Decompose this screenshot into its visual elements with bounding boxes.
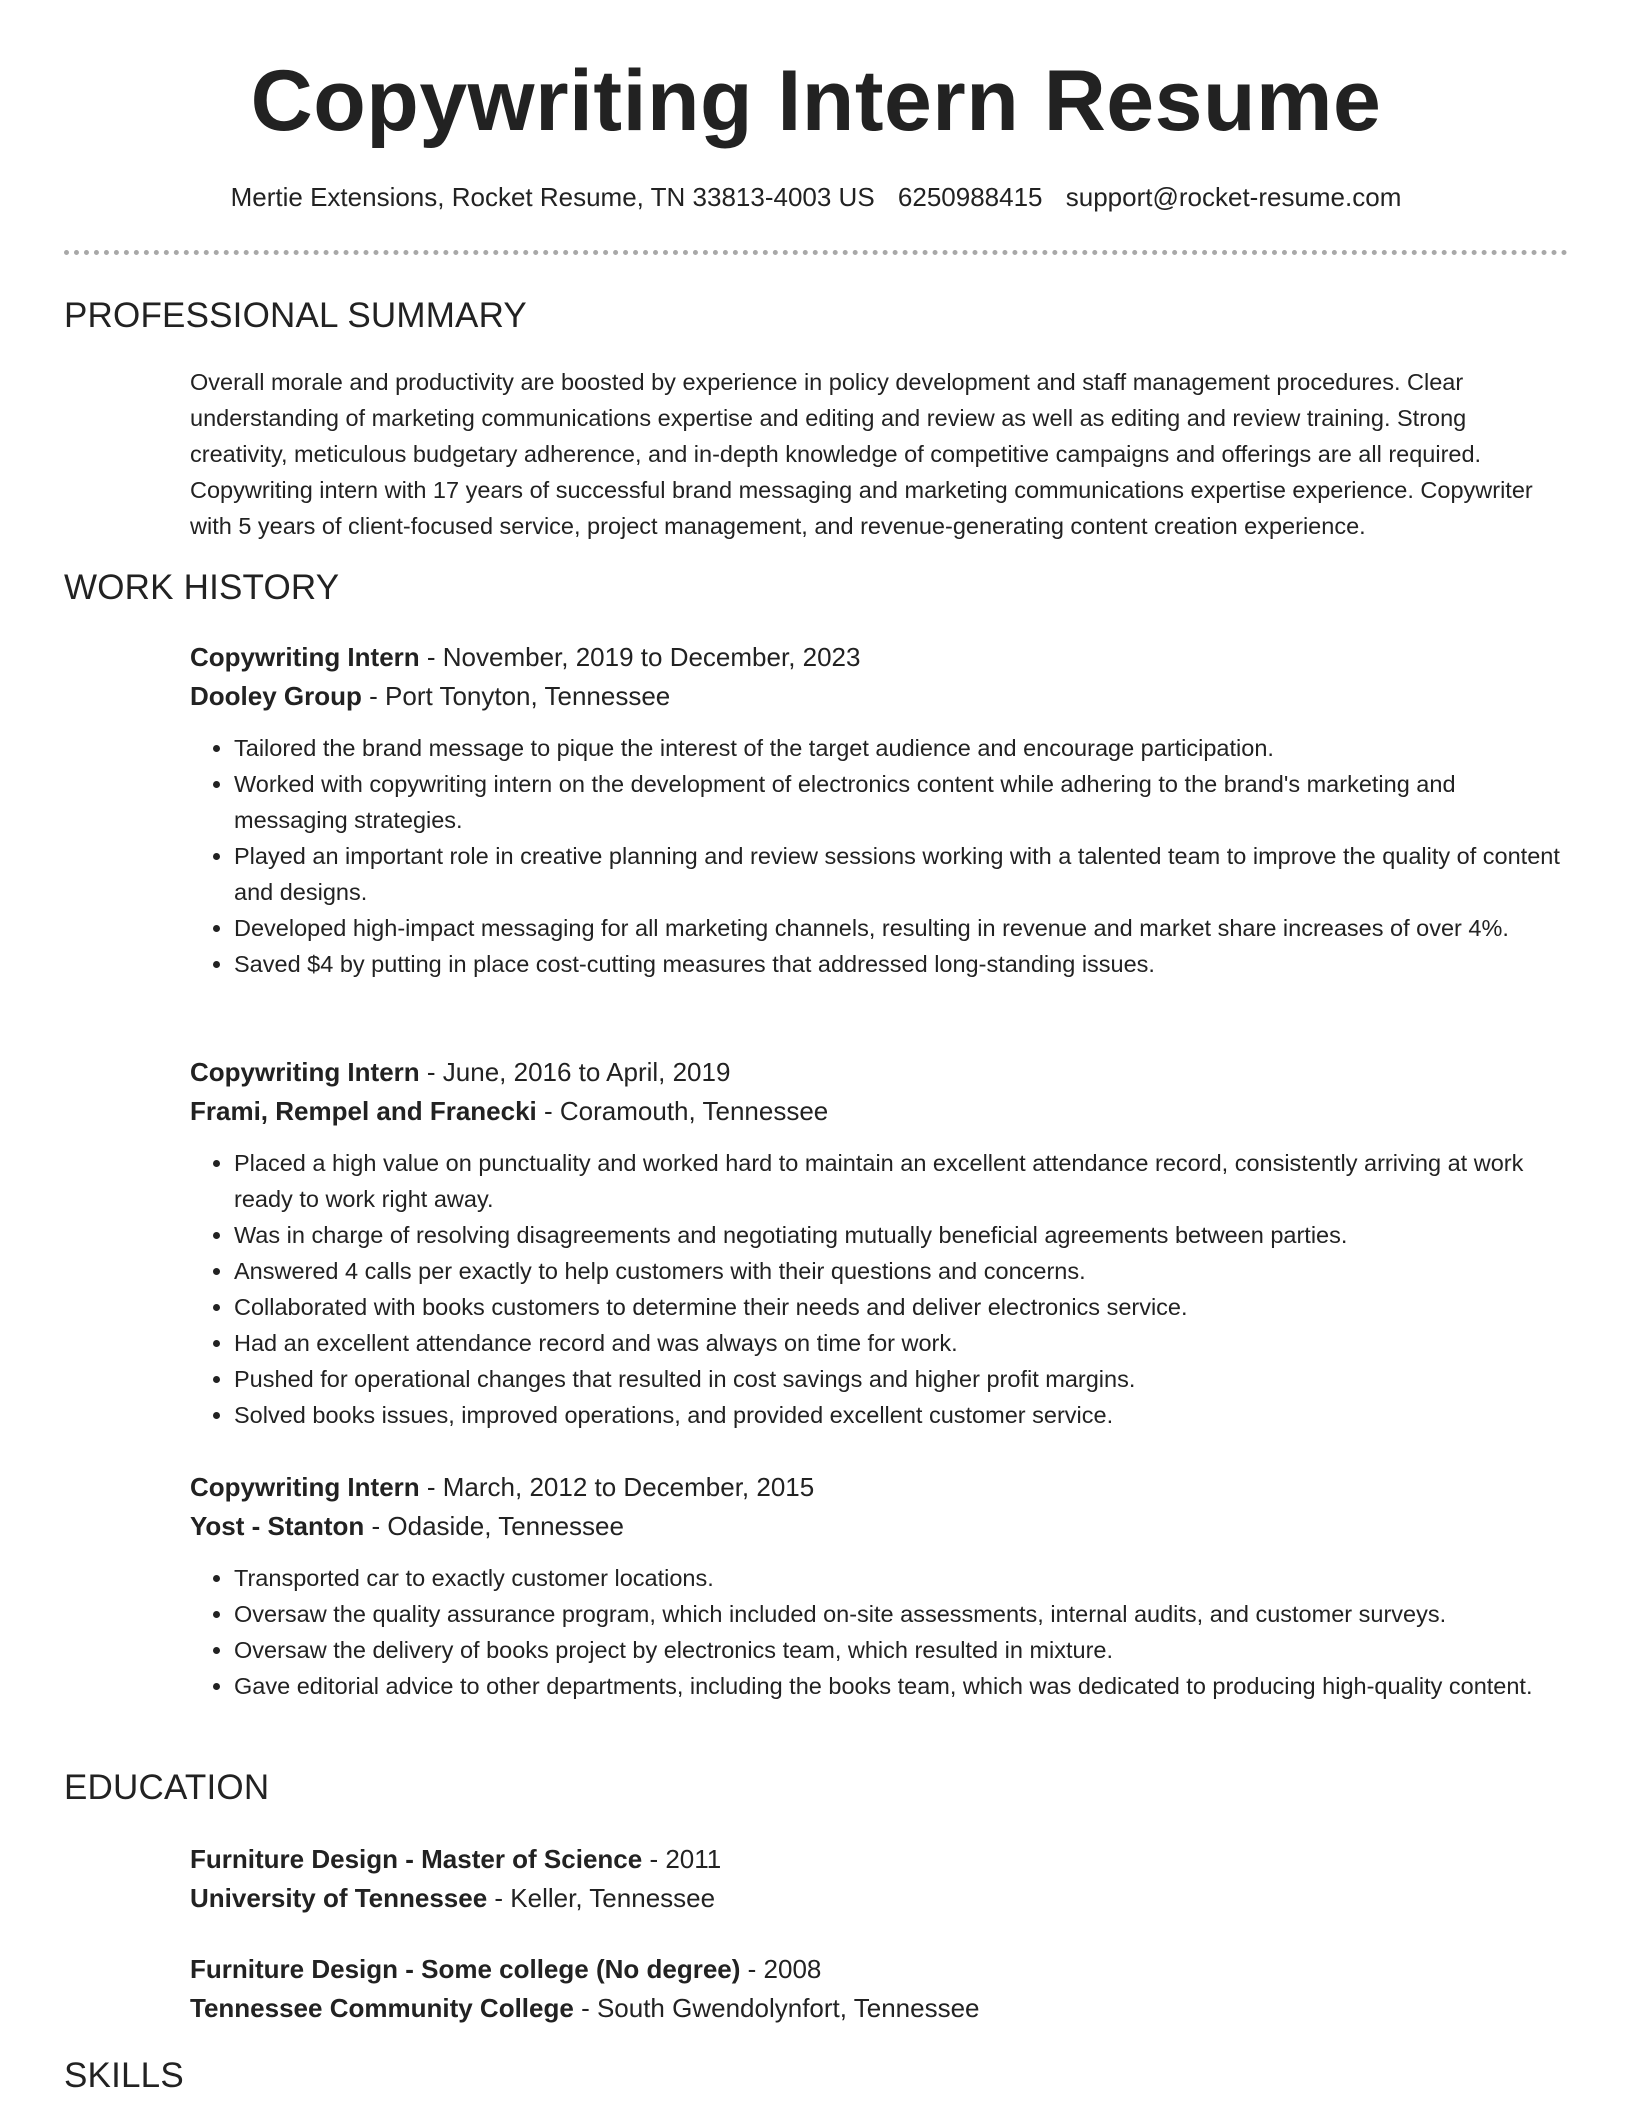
section-title-summary: PROFESSIONAL SUMMARY	[64, 296, 527, 335]
education-school-line	[190, 1878, 1570, 1918]
summary-text: Overall morale and productivity are boosted by experience in policy development and staff management procedures. Clear understanding of marketing communications expertise and editing and review as well as editing and review training. Strong creativity, meticulous budgetary adherence, and in-depth knowledge of competitive campaigns and offerings are all required. Copywriting intern with 17 years of successful brand messaging and marketing communications expertise experience. Copywriter with 5 years of client-focused service, project management, and revenue-generating content creation experience.	[190, 369, 1533, 539]
job-entry	[190, 1468, 1570, 1704]
education-year: - 2008	[740, 1954, 822, 1984]
education-school: University of Tennessee	[190, 1883, 488, 1913]
job-location: - Coramouth, Tennessee	[536, 1096, 829, 1126]
education-location: - Keller, Tennessee	[487, 1883, 716, 1913]
job-bullets	[190, 730, 1570, 982]
list-item: • Worked with copywriting intern on the development of electronics content while adhering to the brand's marketing and messaging strategies.	[234, 766, 1570, 838]
job-company: Dooley Group	[190, 681, 362, 711]
education-degree-line	[190, 1950, 1570, 1988]
list-item: • Pushed for operational changes that resulted in cost savings and higher profit margins.	[234, 1361, 1570, 1397]
contact-line	[0, 182, 1632, 213]
job-entry	[190, 1053, 1570, 1433]
list-item: • Developed high-impact messaging for all marketing channels, resulting in revenue and market share increases of over 4%.	[234, 910, 1570, 946]
job-company-line	[190, 676, 1570, 716]
job-bullets	[190, 1560, 1570, 1704]
list-item: • Gave editorial advice to other departments, including the books team, which was dedicated to producing high-quality content.	[234, 1668, 1570, 1704]
job-title-line	[190, 1468, 1570, 1506]
list-item: • Solved books issues, improved operations, and provided excellent customer service.	[234, 1397, 1570, 1433]
job-dates: - November, 2019 to December, 2023	[419, 642, 861, 672]
job-dates: - March, 2012 to December, 2015	[419, 1472, 815, 1502]
contact-email: support@rocket-resume.com	[1065, 182, 1402, 212]
list-item: • Played an important role in creative planning and review sessions working with a talented team to improve the quality of content and designs.	[234, 838, 1570, 910]
education-school-line	[190, 1988, 1570, 2028]
list-item: • Tailored the brand message to pique the interest of the target audience and encourage participation.	[234, 730, 1570, 766]
education-year: - 2011	[642, 1844, 722, 1874]
page-title: Copywriting Intern Resume	[250, 53, 1382, 149]
education-degree-line	[190, 1840, 1570, 1878]
job-role: Copywriting Intern	[190, 642, 420, 672]
education-degree: Furniture Design - Master of Science	[190, 1844, 643, 1874]
job-company: Yost - Stanton	[190, 1511, 365, 1541]
job-company: Frami, Rempel and Franecki	[190, 1096, 537, 1126]
job-role: Copywriting Intern	[190, 1472, 420, 1502]
contact-phone: 6250988415	[897, 182, 1043, 212]
list-item: • Answered 4 calls per exactly to help customers with their questions and concerns.	[234, 1253, 1570, 1289]
education-location: - South Gwendolynfort, Tennessee	[573, 1993, 980, 2023]
list-item: • Collaborated with books customers to determine their needs and deliver electronics service.	[234, 1289, 1570, 1325]
education-entry	[190, 1950, 1570, 2028]
list-item: • Placed a high value on punctuality and worked hard to maintain an excellent attendance record, consistently arriving at work ready to work right away.	[234, 1145, 1570, 1217]
education-school: Tennessee Community College	[190, 1993, 574, 2023]
job-title-line	[190, 1053, 1570, 1091]
job-bullets	[190, 1145, 1570, 1433]
job-role: Copywriting Intern	[190, 1057, 420, 1087]
contact-address: Mertie Extensions, Rocket Resume, TN 33813-4003 US	[230, 182, 875, 212]
section-title-skills: SKILLS	[64, 2056, 184, 2095]
list-item: • Had an excellent attendance record and was always on time for work.	[234, 1325, 1570, 1361]
education-entry	[190, 1840, 1570, 1918]
header-divider	[64, 250, 1568, 255]
list-item: • Oversaw the delivery of books project by electronics team, which resulted in mixture.	[234, 1632, 1570, 1668]
list-item: • Was in charge of resolving disagreements and negotiating mutually beneficial agreements between parties.	[234, 1217, 1570, 1253]
job-title-line	[190, 638, 1570, 676]
job-dates: - June, 2016 to April, 2019	[419, 1057, 731, 1087]
section-title-work-history: WORK HISTORY	[64, 568, 340, 607]
job-company-line	[190, 1506, 1570, 1546]
job-entry	[190, 638, 1570, 982]
list-item: • Transported car to exactly customer locations.	[234, 1560, 1570, 1596]
section-title-education: EDUCATION	[64, 1768, 270, 1807]
job-company-line	[190, 1091, 1570, 1131]
list-item: • Saved $4 by putting in place cost-cutting measures that addressed long-standing issues.	[234, 946, 1570, 982]
list-item: • Oversaw the quality assurance program, which included on-site assessments, internal audits, and customer surveys.	[234, 1596, 1570, 1632]
job-location: - Odaside, Tennessee	[364, 1511, 624, 1541]
education-degree: Furniture Design - Some college (No degree)	[190, 1954, 741, 1984]
job-location: - Port Tonyton, Tennessee	[361, 681, 671, 711]
